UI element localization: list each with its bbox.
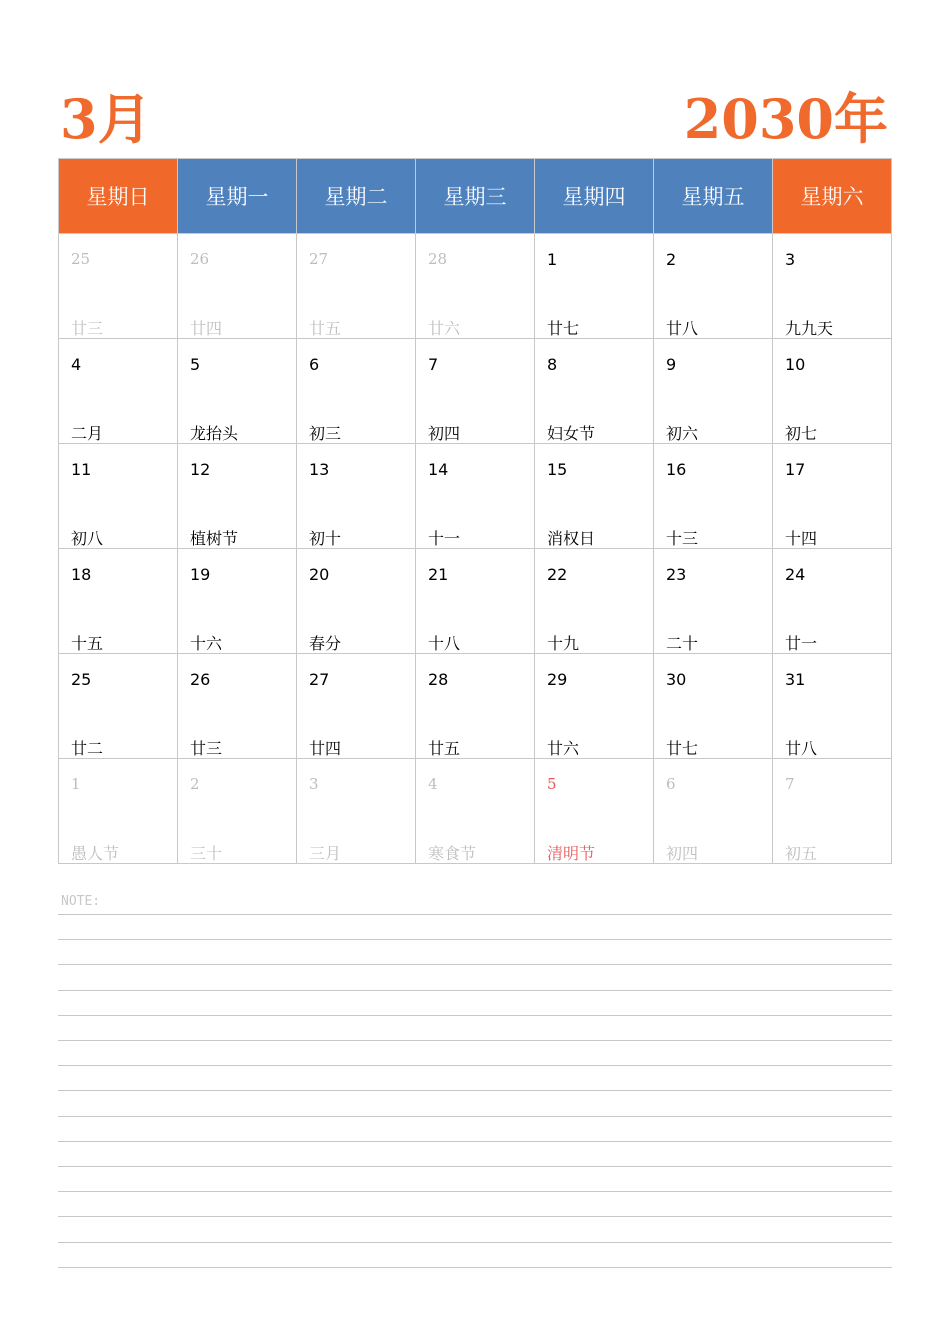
day-cell[interactable] bbox=[416, 549, 535, 654]
day-number: 1 bbox=[547, 250, 558, 269]
day-cell[interactable] bbox=[535, 654, 654, 759]
day-number: 21 bbox=[428, 565, 449, 584]
day-number: 17 bbox=[785, 460, 806, 479]
lunar-date: 九九天 bbox=[785, 319, 834, 338]
week-row bbox=[59, 234, 892, 339]
day-cell[interactable] bbox=[297, 444, 416, 549]
day-cell[interactable] bbox=[178, 234, 297, 339]
lunar-date: 初七 bbox=[785, 424, 818, 443]
weekday-fri: 星期五 bbox=[654, 159, 773, 234]
note-line bbox=[58, 990, 892, 991]
day-number: 11 bbox=[71, 460, 92, 479]
lunar-date: 初十 bbox=[309, 529, 342, 548]
lunar-date: 廿八 bbox=[785, 739, 818, 758]
day-cell[interactable] bbox=[654, 234, 773, 339]
day-number: 6 bbox=[309, 355, 320, 374]
day-cell[interactable] bbox=[535, 339, 654, 444]
day-cell[interactable] bbox=[297, 654, 416, 759]
day-number: 27 bbox=[309, 670, 330, 689]
day-number: 12 bbox=[190, 460, 211, 479]
note-line bbox=[58, 1242, 892, 1243]
day-number: 19 bbox=[190, 565, 211, 584]
lunar-date: 廿七 bbox=[666, 739, 699, 758]
note-line bbox=[58, 1040, 892, 1041]
lunar-date: 十三 bbox=[666, 529, 699, 548]
day-number: 20 bbox=[309, 565, 330, 584]
weekday-thu: 星期四 bbox=[535, 159, 654, 234]
note-label: NOTE: bbox=[61, 894, 101, 909]
lunar-date: 消权日 bbox=[547, 529, 596, 548]
day-number: 13 bbox=[309, 460, 330, 479]
day-number: 3 bbox=[785, 250, 796, 269]
day-cell[interactable] bbox=[297, 339, 416, 444]
note-line bbox=[58, 1090, 892, 1091]
lunar-date: 初四 bbox=[666, 844, 699, 863]
day-number: 29 bbox=[547, 670, 568, 689]
day-number: 28 bbox=[428, 670, 449, 689]
day-cell[interactable] bbox=[297, 234, 416, 339]
lunar-date: 廿一 bbox=[785, 634, 818, 653]
weekday-sat: 星期六 bbox=[773, 159, 892, 234]
day-number: 24 bbox=[785, 565, 806, 584]
week-row bbox=[59, 339, 892, 444]
day-cell[interactable] bbox=[773, 654, 892, 759]
lunar-date: 初三 bbox=[309, 424, 342, 443]
lunar-date: 廿七 bbox=[547, 319, 580, 338]
lunar-date: 廿三 bbox=[190, 739, 223, 758]
note-line bbox=[58, 1116, 892, 1117]
lunar-date: 廿三 bbox=[71, 319, 104, 338]
lunar-date: 十八 bbox=[428, 634, 461, 653]
lunar-date: 廿六 bbox=[428, 319, 461, 338]
day-number: 23 bbox=[666, 565, 687, 584]
day-cell[interactable] bbox=[59, 234, 178, 339]
day-cell[interactable] bbox=[654, 549, 773, 654]
weekday-header-row bbox=[59, 159, 892, 234]
weekday-sun: 星期日 bbox=[59, 159, 178, 234]
lunar-date: 初四 bbox=[428, 424, 461, 443]
year-title: 2030年 bbox=[683, 87, 888, 151]
day-cell[interactable] bbox=[773, 549, 892, 654]
lunar-date: 植树节 bbox=[190, 529, 239, 548]
day-number: 4 bbox=[71, 355, 82, 374]
day-number: 25 bbox=[71, 250, 91, 268]
day-cell[interactable] bbox=[416, 339, 535, 444]
week-row bbox=[59, 759, 892, 864]
day-number: 27 bbox=[309, 250, 329, 268]
weekday-wed: 星期三 bbox=[416, 159, 535, 234]
note-line bbox=[58, 1166, 892, 1167]
day-cell[interactable] bbox=[416, 759, 535, 864]
lunar-date: 妇女节 bbox=[547, 424, 596, 443]
lunar-date: 十一 bbox=[428, 529, 461, 548]
lunar-date: 二月 bbox=[71, 424, 104, 443]
lunar-date: 十五 bbox=[71, 634, 104, 653]
note-line bbox=[58, 1267, 892, 1268]
note-line bbox=[58, 1065, 892, 1066]
day-number: 18 bbox=[71, 565, 92, 584]
day-number: 28 bbox=[428, 250, 448, 268]
lunar-date: 寒食节 bbox=[428, 844, 477, 863]
lunar-date: 初五 bbox=[785, 844, 818, 863]
day-number: 26 bbox=[190, 670, 211, 689]
note-line bbox=[58, 1191, 892, 1192]
day-cell[interactable] bbox=[416, 654, 535, 759]
note-line bbox=[58, 914, 892, 915]
day-cell[interactable] bbox=[178, 549, 297, 654]
day-number: 31 bbox=[785, 670, 806, 689]
note-line bbox=[58, 1216, 892, 1217]
lunar-date: 愚人节 bbox=[71, 844, 120, 863]
day-cell[interactable] bbox=[654, 759, 773, 864]
day-number: 25 bbox=[71, 670, 92, 689]
day-cell[interactable] bbox=[59, 654, 178, 759]
lunar-date: 廿五 bbox=[309, 319, 342, 338]
day-number: 26 bbox=[190, 250, 210, 268]
day-cell[interactable] bbox=[297, 549, 416, 654]
lunar-date: 廿五 bbox=[428, 739, 461, 758]
lunar-date: 三月 bbox=[309, 844, 342, 863]
day-cell[interactable] bbox=[535, 549, 654, 654]
week-row bbox=[59, 549, 892, 654]
lunar-date: 廿二 bbox=[71, 739, 104, 758]
day-cell[interactable] bbox=[654, 654, 773, 759]
lunar-date: 初六 bbox=[666, 424, 699, 443]
calendar-grid bbox=[58, 158, 892, 864]
weekday-mon: 星期一 bbox=[178, 159, 297, 234]
day-number: 4 bbox=[428, 775, 438, 793]
day-number: 22 bbox=[547, 565, 568, 584]
day-number: 7 bbox=[428, 355, 439, 374]
lunar-date: 廿六 bbox=[547, 739, 580, 758]
day-number: 6 bbox=[666, 775, 676, 793]
note-line bbox=[58, 939, 892, 940]
day-number: 9 bbox=[666, 355, 677, 374]
day-cell[interactable] bbox=[416, 234, 535, 339]
day-cell[interactable] bbox=[59, 339, 178, 444]
day-cell[interactable] bbox=[773, 444, 892, 549]
lunar-date: 清明节 bbox=[547, 844, 596, 863]
weekday-tue: 星期二 bbox=[297, 159, 416, 234]
week-row bbox=[59, 654, 892, 759]
lunar-date: 十九 bbox=[547, 634, 580, 653]
lunar-date: 初八 bbox=[71, 529, 104, 548]
day-cell[interactable] bbox=[654, 339, 773, 444]
day-cell[interactable] bbox=[297, 759, 416, 864]
day-number: 10 bbox=[785, 355, 806, 374]
day-cell[interactable] bbox=[59, 549, 178, 654]
day-cell[interactable] bbox=[178, 654, 297, 759]
day-cell[interactable] bbox=[535, 759, 654, 864]
day-number: 16 bbox=[666, 460, 687, 479]
day-number: 30 bbox=[666, 670, 687, 689]
day-cell[interactable] bbox=[654, 444, 773, 549]
note-line bbox=[58, 1015, 892, 1016]
lunar-date: 龙抬头 bbox=[190, 424, 239, 443]
note-line bbox=[58, 1141, 892, 1142]
lunar-date: 十六 bbox=[190, 634, 223, 653]
day-number: 1 bbox=[71, 775, 81, 793]
day-number: 7 bbox=[785, 775, 795, 793]
week-row bbox=[59, 444, 892, 549]
day-cell[interactable] bbox=[178, 339, 297, 444]
day-number: 8 bbox=[547, 355, 558, 374]
day-cell[interactable] bbox=[535, 444, 654, 549]
day-number: 5 bbox=[190, 355, 201, 374]
lunar-date: 廿八 bbox=[666, 319, 699, 338]
day-cell[interactable] bbox=[59, 759, 178, 864]
day-number: 5 bbox=[547, 775, 557, 793]
day-cell[interactable] bbox=[773, 759, 892, 864]
day-cell[interactable] bbox=[178, 444, 297, 549]
day-cell[interactable] bbox=[535, 234, 654, 339]
day-number: 15 bbox=[547, 460, 568, 479]
lunar-date: 三十 bbox=[190, 844, 223, 863]
day-cell[interactable] bbox=[178, 759, 297, 864]
lunar-date: 廿四 bbox=[190, 319, 223, 338]
lunar-date: 廿四 bbox=[309, 739, 342, 758]
day-number: 2 bbox=[190, 775, 200, 793]
day-number: 2 bbox=[666, 250, 677, 269]
day-cell[interactable] bbox=[416, 444, 535, 549]
day-cell[interactable] bbox=[773, 339, 892, 444]
day-number: 14 bbox=[428, 460, 449, 479]
note-line bbox=[58, 964, 892, 965]
month-title: 3月 bbox=[60, 87, 152, 151]
day-cell[interactable] bbox=[59, 444, 178, 549]
day-number: 3 bbox=[309, 775, 319, 793]
lunar-date: 十四 bbox=[785, 529, 818, 548]
day-cell[interactable] bbox=[773, 234, 892, 339]
lunar-date: 春分 bbox=[309, 634, 342, 653]
lunar-date: 二十 bbox=[666, 634, 699, 653]
